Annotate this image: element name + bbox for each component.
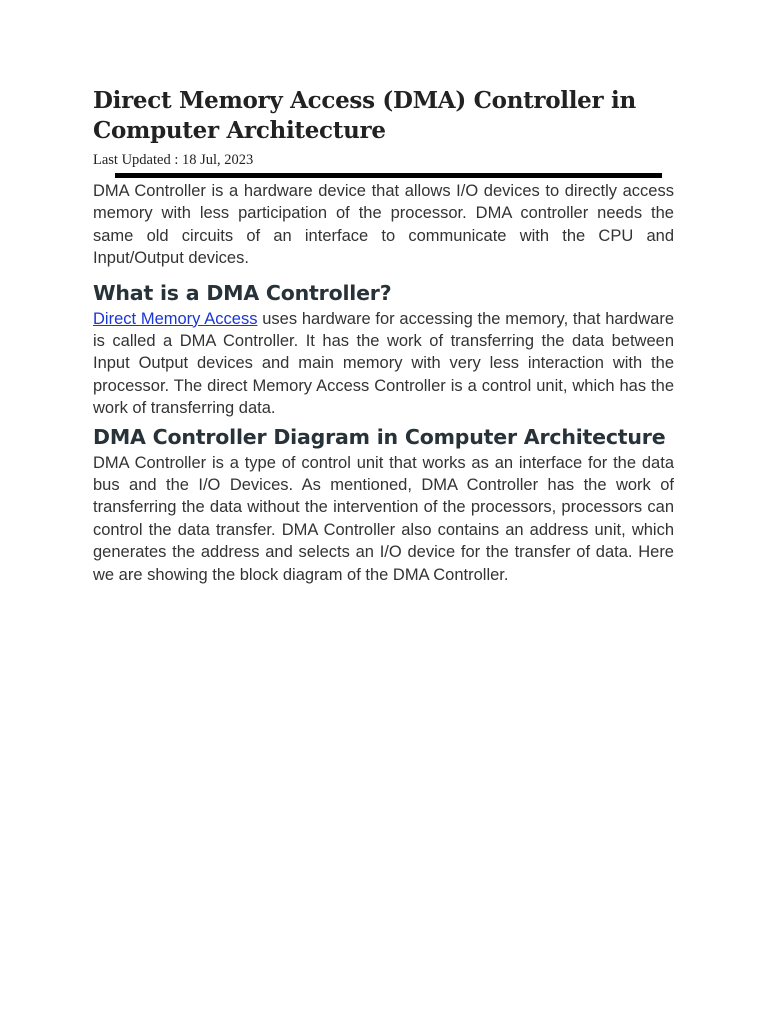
- section-heading-dma-diagram: DMA Controller Diagram in Computer Architecture: [93, 424, 666, 449]
- what-is-dma-paragraph: [93, 308, 674, 420]
- direct-memory-access-link[interactable]: Direct Memory Access: [93, 309, 258, 328]
- what-is-dma-text: uses hardware for accessing the memory, that hardware is called a DMA Controller. It has the work of transferring the data between Input Output devices and main memory with very less interaction with the processor. The direct Memory Access Controller is a control unit, which has the work of transferring data.: [93, 309, 674, 418]
- article: [93, 86, 674, 586]
- last-updated-date: Last Updated : 18 Jul, 2023: [93, 152, 254, 168]
- article-title: Direct Memory Access (DMA) Controller in Computer Architecture: [93, 87, 636, 144]
- section-heading-what-is-dma: What is a DMA Controller?: [93, 280, 392, 305]
- dma-diagram-paragraph: DMA Controller is a type of control unit that works as an interface for the data bus and the I/O Devices. As mentioned, DMA Controller has the work of transferring the data without the intervention of the processors, processors can control the data transfer. DMA Controller also contains an address unit, which generates the address and selects an I/O device for the transfer of data. Here we are showing the block diagram of the DMA Controller.: [93, 453, 674, 584]
- title-divider: [115, 173, 662, 178]
- intro-paragraph: DMA Controller is a hardware device that allows I/O devices to directly access memory with less participation of the processor. DMA controller needs the same old circuits of an interface to communicate with the CPU and Input/Output devices.: [93, 182, 674, 268]
